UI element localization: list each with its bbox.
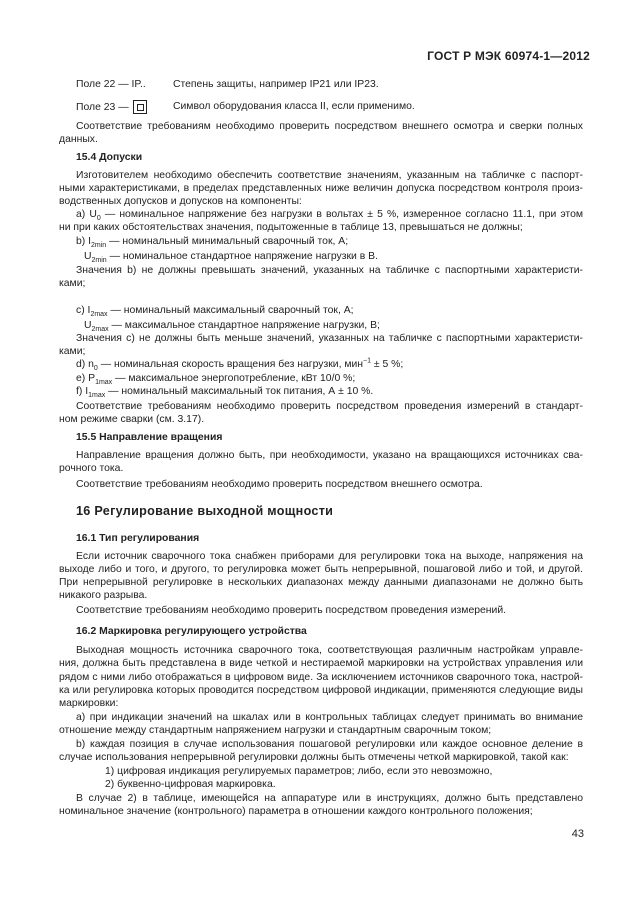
item-b2: $U_{2min}$ — номинальное стандартное напряжение нагрузки в В.	[84, 251, 378, 265]
paragraph-line: Направление вращения должно быть, при необходимости, указано на вращающихся источниках сва-	[76, 450, 583, 461]
item-c1: c) $I_{2max}$ — номинальный максимальный сварочный ток, А;	[76, 305, 354, 319]
paragraph-line: выходе либо и того, и другого, то регулировка может быть непрерывной, пошаговой либо и той, и другой.	[59, 564, 583, 575]
standard-header: ГОСТ Р МЭК 60974-1—2012	[427, 49, 590, 63]
compliance-line: данных.	[59, 134, 98, 145]
field-23-text: Символ оборудования класса II, если применимо.	[173, 101, 415, 112]
paragraph-line: При непрерывной регулировке в нескольких диапазонах между данными диапазонами не должно быть	[59, 577, 583, 588]
paragraph-line: ния, должна быть представлена в виде четкой и нестираемой маркировки на устройствах управления или	[59, 658, 583, 669]
item-c2: $U_{2max}$ — максимальное стандартное напряжение нагрузки, В;	[84, 320, 380, 334]
paragraph-line: водственных допусков и допусков на компоненты:	[59, 196, 302, 207]
paragraph-line: рядом с ними либо отображаться в цифровом виде. За исключением источников сварочного тока, настрой-	[59, 672, 583, 683]
class-ii-double-square-icon	[133, 100, 147, 114]
paragraph-line: Значения c) не должны быть меньше значений, указанных на табличке с паспортными характеристи-	[76, 333, 583, 344]
paragraph-line: b) каждая позиция в случае использования пошаговой регулировки или каждое основное деление в	[76, 739, 583, 750]
paragraph-line: В случае 2) в таблице, имеющейся на аппаратуре или в инструкциях, должно быть представлено	[76, 793, 583, 804]
section-15-5-title: 15.5 Направление вращения	[76, 432, 223, 443]
paragraph-line: маркировки:	[59, 698, 119, 709]
paragraph-line: Если источник сварочного тока снабжен приборами для регулировки тока на выходе, напряжения на	[76, 551, 583, 562]
page-number: 43	[571, 828, 584, 840]
paragraph-line: Значения b) не должны превышать значений, указанных на табличке с паспортными характеристи-	[76, 265, 583, 276]
paragraph-line: Соответствие требованиям необходимо проверить посредством проведения измерений.	[76, 605, 507, 616]
paragraph-line: Выходная мощность источника сварочного тока, соответствующая различным настройкам управле-	[76, 645, 583, 656]
list-item: 1) цифровая индикация регулируемых параметров; либо, если это невозможно,	[105, 766, 493, 777]
paragraph-line: Соответствие требованиям необходимо проверить посредством проведения измерений в стандарт-	[76, 401, 583, 412]
item-a: а) $U_0$ — номинальное напряжение без нагрузки в вольтах ± 5 %, измеренное согласно 11.1, при этом	[76, 209, 583, 223]
field-22-text: Степень защиты, например IP21 или IP23.	[173, 79, 379, 90]
paragraph-line: ка или регулировка которых проводится посредством цифровой индикации, применяются следующие виды	[59, 685, 583, 696]
section-16-title: 16 Регулирование выходной мощности	[76, 504, 334, 518]
compliance-line: Соответствие требованиям необходимо проверить посредством внешнего осмотра и сверки полных	[76, 121, 583, 132]
paragraph-line: случае использования непрерывной регулировки должны быть отмечены четкой маркировкой, такой как:	[59, 752, 569, 763]
section-15-4-title: 15.4 Допуски	[76, 152, 143, 163]
item-f: f) $I_{1max}$ — номинальный максимальный ток питания, А ± 10 %.	[76, 386, 374, 400]
paragraph-line: Изготовителем необходимо обеспечить соответствие значениям, указанным на табличке с паспорт-	[76, 170, 583, 181]
item-b1: b) $I_{2min}$ — номинальный минимальный сварочный ток, А;	[76, 236, 349, 250]
paragraph-line: никакого разрыва.	[59, 590, 148, 601]
paragraph-line: а) при индикации значений на шкалах или в контрольных таблицах следует принимать во внимание	[76, 712, 583, 723]
paragraph-line: ном режиме сварки (см. 3.17).	[59, 414, 205, 425]
paragraph-line: ными характеристиками, в пределах представленных ниже величин допуска посредством контроля произ-	[59, 183, 583, 194]
item-a-cont: ни при каких обстоятельствах значения, подытоженные в таблице 13, превышаться не должны;	[59, 222, 523, 233]
paragraph-line: ками;	[59, 278, 86, 289]
field-22-label: Поле 22 — IP..	[76, 79, 146, 90]
paragraph-line: отношение между стандартным напряжением нагрузки и стандартным сварочным током;	[59, 725, 492, 736]
paragraph-line: номинальное значение (контрольного) параметра в отношении каждого контрольного положения;	[59, 806, 533, 817]
section-16-2-title: 16.2 Маркировка регулирующего устройства	[76, 626, 307, 637]
item-e: e) $P_{1max}$ — максимальное энергопотребление, кВт 10/0 %;	[76, 373, 356, 387]
paragraph-line: ками;	[59, 346, 86, 357]
paragraph-line: рочного тока.	[59, 463, 124, 474]
field-23-label: Поле 23 —	[76, 100, 147, 114]
paragraph-line: Соответствие требованиям необходимо проверить посредством внешнего осмотра.	[76, 479, 483, 490]
list-item: 2) буквенно-цифровая маркировка.	[105, 779, 276, 790]
item-d: d) $n_0$ — номинальная скорость вращения без нагрузки, мин$^{-1}$ ± 5 %;	[76, 357, 404, 373]
section-16-1-title: 16.1 Тип регулирования	[76, 533, 200, 544]
